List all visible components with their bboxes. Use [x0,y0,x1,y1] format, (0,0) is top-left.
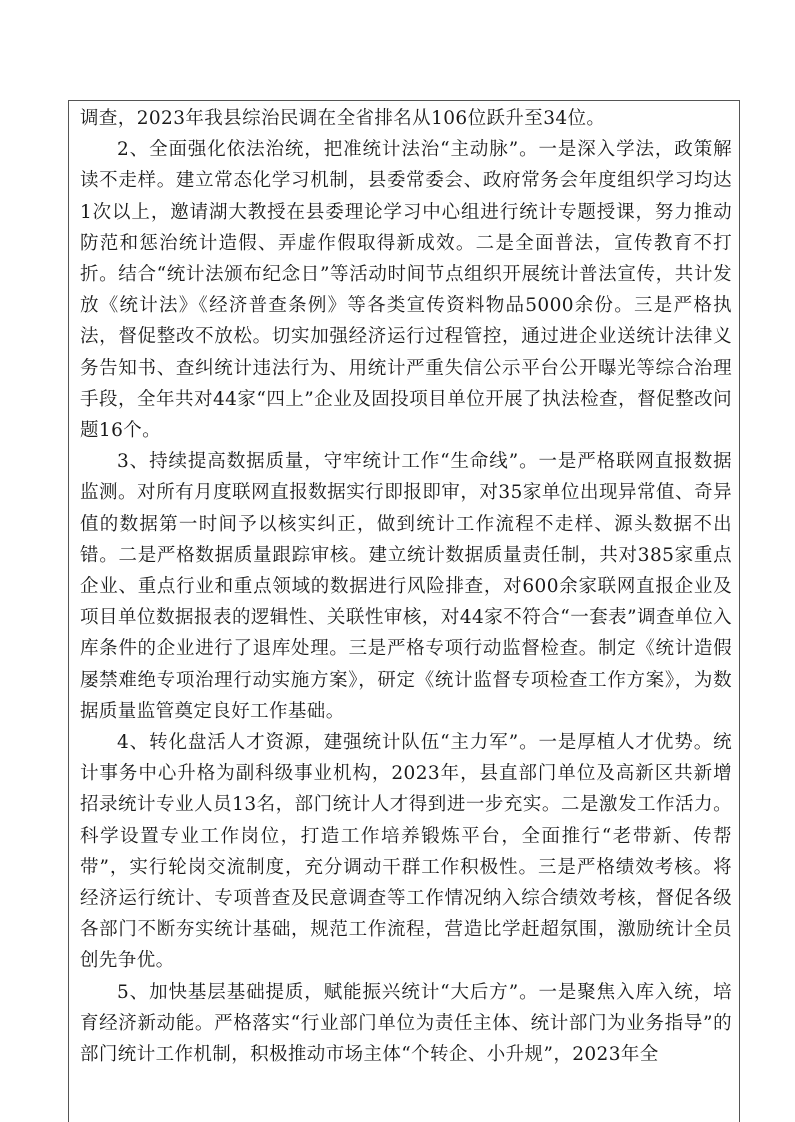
document-body [80,103,732,1070]
paragraph-grassroots: 5、加快基层基础提质，赋能振兴统计“大后方”。一是聚焦入库入统，培育经济新动能。严格落实“行业部门单位为责任主体、统计部门为业务指导”的部门统计工作机制，积极推动市场主体“个转企、小升规”，2023年全 [80,981,732,1066]
paragraph-talent: 4、转化盘活人才资源，建强统计队伍“主力军”。一是厚植人才优势。统计事务中心升格为副科级事业机构，2023年，县直部门单位及高新区共新增招录统计专业人员13名，部门统计人才得到进一步充实。二是激发工作活力。科学设置专业工作岗位，打造工作培养锻炼平台，全面推行“老带新、传帮带”，实行轮岗交流制度，充分调动干群工作积极性。三是严格绩效考核。将经济运行统计、专项普查及民意调查等工作情况纳入综合绩效考核，督促各级各部门不断夯实统计基础，规范工作流程，营造比学赶超氛围，激励统计全员创先争优。 [80,732,732,972]
paragraph-data-quality: 3、持续提高数据质量，守牢统计工作“生命线”。一是严格联网直报数据监测。对所有月度联网直报数据实行即报即审，对35家单位出现异常值、奇异值的数据第一时间予以核实纠正，做到统计工作流程不走样、源头数据不出错。二是严格数据质量跟踪审核。建立统计数据质量责任制，共对385家重点企业、重点行业和重点领域的数据进行风险排查，对600余家联网直报企业及项目单位数据报表的逻辑性、关联性审核，对44家不符合“一套表”调查单位入库条件的企业进行了退库处理。三是严格专项行动监督检查。制定《统计造假屡禁难绝专项治理行动实施方案》，研定《统计监督专项检查工作方案》，为数据质量监管奠定良好工作基础。 [80,451,732,722]
paragraph-rule-of-law: 2、全面强化依法治统，把准统计法治“主动脉”。一是深入学法，政策解读不走样。建立常态化学习机制，县委常委会、政府常务会年度组织学习均达1次以上，邀请湖大教授在县委理论学习中心组进行统计专题授课，努力推动防范和惩治统计造假、弄虚作假取得新成效。二是全面普法，宣传教育不打折。结合“统计法颁布纪念日”等活动时间节点组织开展统计普法宣传，共计发放《统计法》《经济普查条例》等各类宣传资料物品5000余份。三是严格执法，督促整改不放松。切实加强经济运行过程管控，通过进企业送统计法律义务告知书、查纠统计违法行为、用统计严重失信公示平台公开曝光等综合治理手段，全年共对44家“四上”企业及固投项目单位开展了执法检查，督促整改问题16个。 [80,139,732,442]
paragraph-continuation: 调查，2023年我县综治民调在全省排名从106位跃升至34位。 [80,108,606,129]
